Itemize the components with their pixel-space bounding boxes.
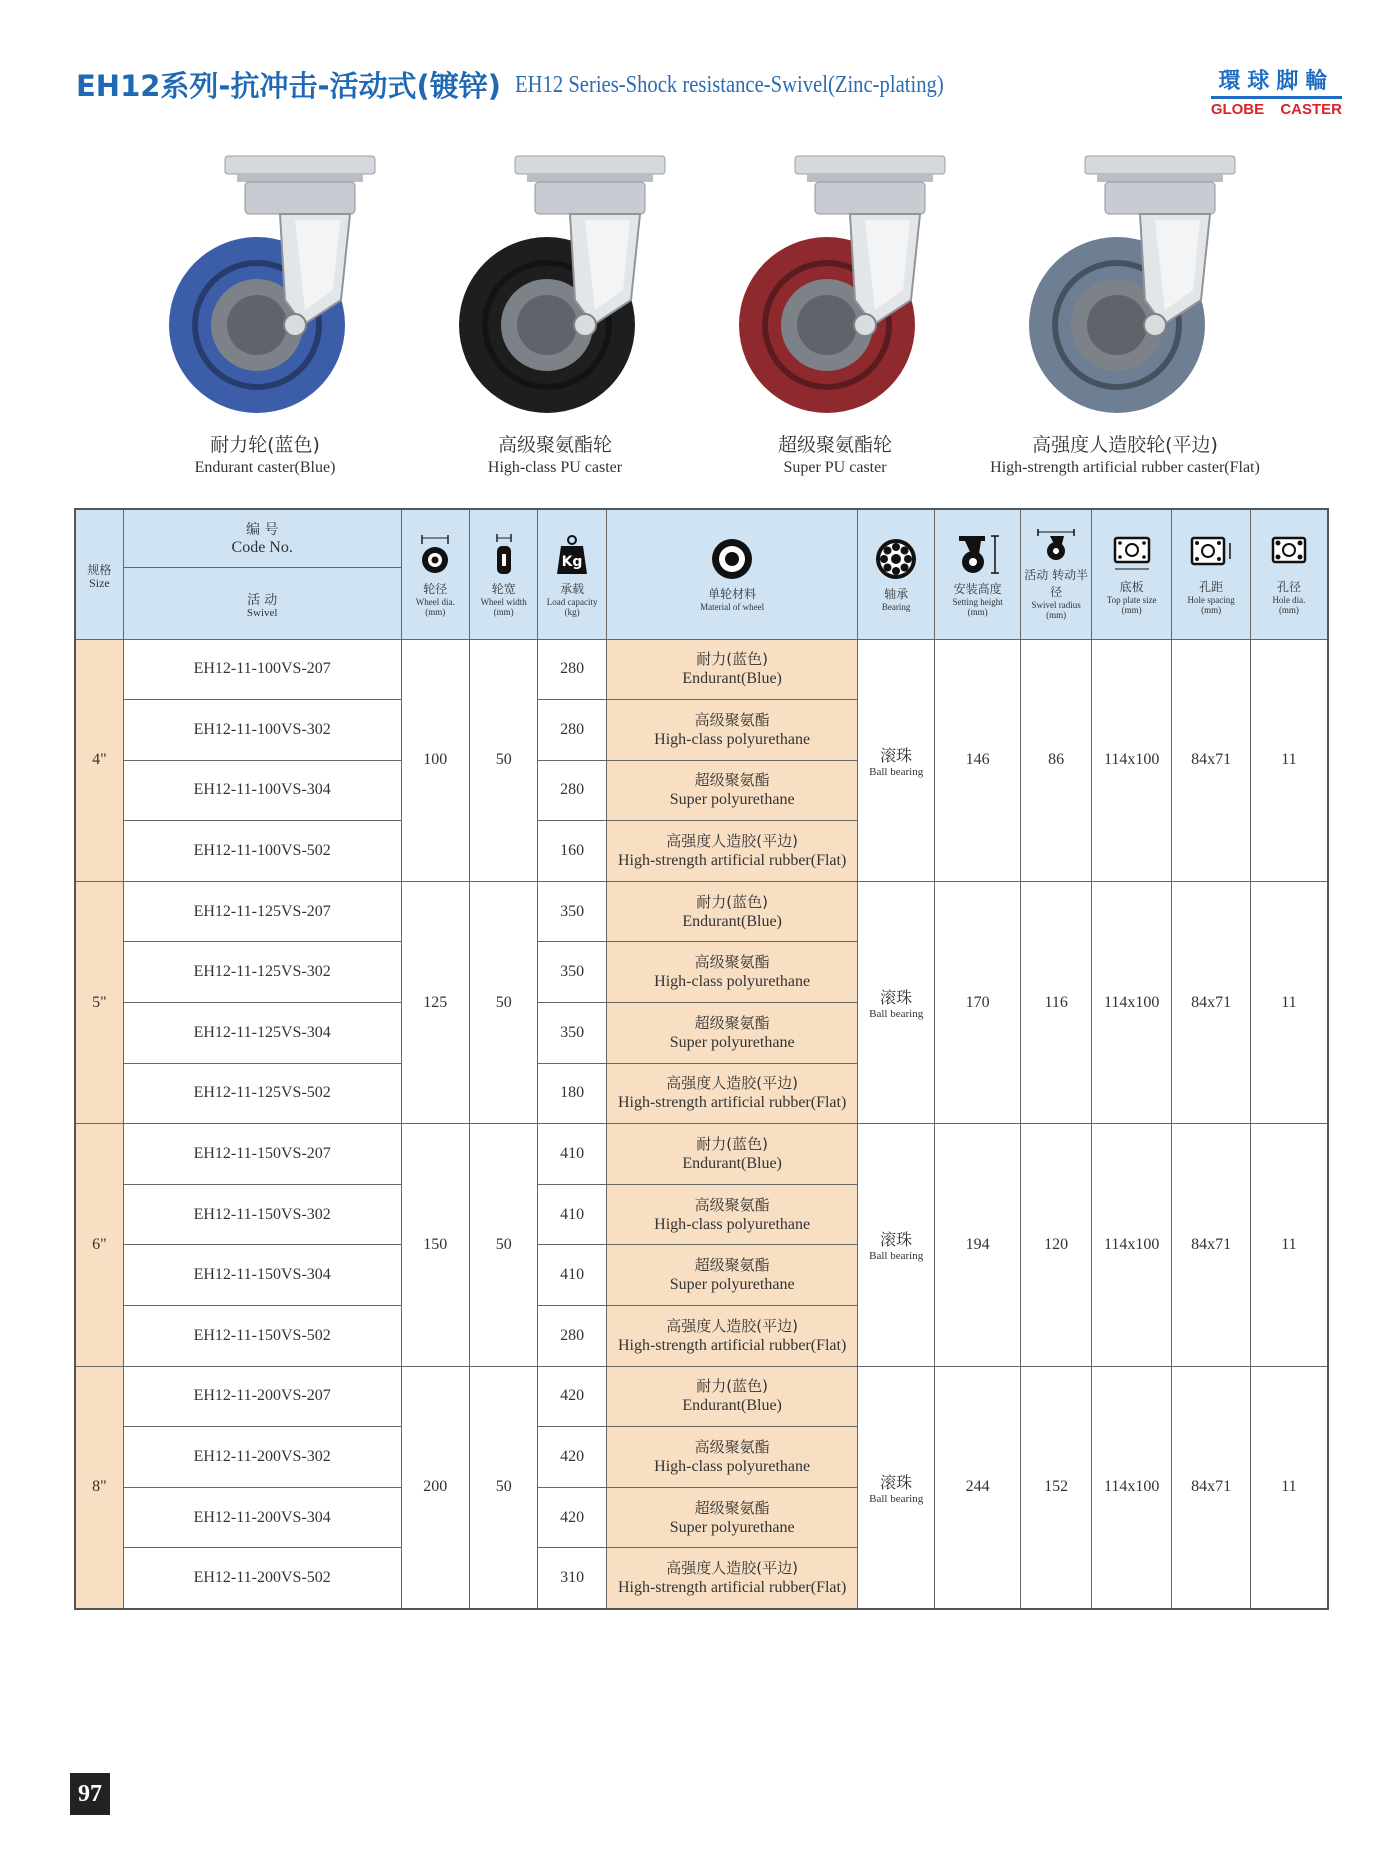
material-chinese: 高级聚氨酯 <box>694 953 770 972</box>
header-load: Kg 承载 Load capacity (kg) <box>538 509 606 639</box>
code-cell: EH12-11-100VS-502 <box>123 821 401 882</box>
material-chinese: 耐力(蓝色) <box>696 892 768 911</box>
material-cell <box>606 1063 858 1124</box>
load-cell: 410 <box>538 1124 606 1185</box>
hole-dia-cell: 11 <box>1250 639 1328 881</box>
top-plate-cell: 114x100 <box>1091 881 1172 1123</box>
code-cell: EH12-11-150VS-502 <box>123 1306 401 1367</box>
material-chinese: 超级聚氨酯 <box>694 771 770 790</box>
load-cell: 420 <box>538 1487 606 1548</box>
wheel-dia-cell: 200 <box>401 1366 469 1608</box>
header-code: 编 号 Code No. <box>123 509 401 567</box>
material-english: Super polyurethane <box>669 1518 795 1536</box>
wheel-width-icon <box>487 532 521 576</box>
product-card <box>115 150 415 477</box>
material-chinese: 耐力(蓝色) <box>696 1377 768 1396</box>
load-cell: 310 <box>538 1548 606 1609</box>
bearing-chinese: 滚珠 <box>880 1230 913 1250</box>
code-cell: EH12-11-200VS-502 <box>123 1548 401 1609</box>
swivel-caster-image <box>715 150 955 420</box>
material-english: High-strength artificial rubber(Flat) <box>617 1336 847 1354</box>
material-chinese: 超级聚氨酯 <box>694 1256 770 1275</box>
material-english: High-class polyurethane <box>654 1458 811 1476</box>
material-english: Super polyurethane <box>669 1276 795 1294</box>
product-card <box>975 150 1275 477</box>
material-chinese: 耐力(蓝色) <box>696 1135 768 1154</box>
header-swivel: 活 动 Swivel <box>123 567 401 639</box>
wheel-diameter-icon <box>418 532 452 576</box>
swivel-radius-cell: 152 <box>1021 1366 1091 1608</box>
table-row <box>75 1366 1328 1427</box>
code-cell: EH12-11-150VS-302 <box>123 1184 401 1245</box>
spec-table-body <box>75 639 1328 1609</box>
material-english: High-strength artificial rubber(Flat) <box>617 1578 847 1596</box>
header-hole-dia: 孔径 Hole dia. (mm) <box>1250 509 1328 639</box>
swivel-caster-image <box>1005 150 1245 420</box>
table-row <box>75 881 1328 942</box>
load-cell: 410 <box>538 1184 606 1245</box>
code-cell: EH12-11-100VS-207 <box>123 639 401 700</box>
setting-height-icon <box>953 532 1003 576</box>
material-chinese: 高强度人造胶(平边) <box>666 1316 798 1335</box>
product-caption-english: Endurant caster(Blue) <box>194 459 336 476</box>
load-cell: 350 <box>538 942 606 1003</box>
material-english: Endurant(Blue) <box>682 1155 782 1173</box>
top-plate-cell: 114x100 <box>1091 639 1172 881</box>
product-caption-chinese: 耐力轮(蓝色) <box>210 434 320 456</box>
hole-dia-cell: 11 <box>1250 1124 1328 1366</box>
ball-bearing-icon <box>874 537 918 581</box>
material-cell <box>606 1487 858 1548</box>
wheel-width-cell: 50 <box>469 1366 537 1608</box>
wheel-dia-cell: 100 <box>401 639 469 881</box>
material-cell <box>606 1184 858 1245</box>
material-cell <box>606 942 858 1003</box>
top-plate-cell: 114x100 <box>1091 1124 1172 1366</box>
code-cell: EH12-11-125VS-304 <box>123 1003 401 1064</box>
load-cell: 280 <box>538 760 606 821</box>
code-cell: EH12-11-125VS-207 <box>123 881 401 942</box>
material-chinese: 超级聚氨酯 <box>694 1013 770 1032</box>
code-cell: EH12-11-200VS-207 <box>123 1366 401 1427</box>
material-chinese: 超级聚氨酯 <box>694 1498 770 1517</box>
bearing-chinese: 滚珠 <box>880 988 913 1008</box>
bearing-chinese: 滚珠 <box>880 1472 913 1492</box>
hole-spacing-cell: 84x71 <box>1172 639 1251 881</box>
page-title-chinese: EH12系列-抗冲击-活动式(镀锌) <box>76 69 502 103</box>
material-cell <box>606 821 858 882</box>
material-english: High-class polyurethane <box>654 1215 811 1233</box>
wheel-dia-cell: 150 <box>401 1124 469 1366</box>
size-cell: 8" <box>75 1366 123 1608</box>
material-cell <box>606 881 858 942</box>
code-cell: EH12-11-150VS-304 <box>123 1245 401 1306</box>
size-cell: 4" <box>75 639 123 881</box>
code-cell: EH12-11-100VS-302 <box>123 700 401 761</box>
header-wheel-dia: 轮径 Wheel dia. (mm) <box>401 509 469 639</box>
table-row <box>75 639 1328 700</box>
material-cell <box>606 1306 858 1367</box>
product-caption-english: High-strength artificial rubber caster(Flat) <box>990 459 1260 476</box>
spec-table <box>74 508 1329 1610</box>
header-setting-height: 安装高度 Setting height (mm) <box>934 509 1021 639</box>
top-plate-icon <box>1107 534 1157 574</box>
material-english: Endurant(Blue) <box>682 1397 782 1415</box>
header-bearing: 轴承 Bearing <box>858 509 934 639</box>
material-english: High-class polyurethane <box>654 730 811 748</box>
bearing-cell <box>858 1124 934 1366</box>
brand-name-english: GLOBE CASTER <box>1210 101 1342 118</box>
swivel-caster-image <box>145 150 385 420</box>
wheel-dia-cell: 125 <box>401 881 469 1123</box>
weight-kg-icon <box>555 532 589 576</box>
product-card <box>405 150 705 477</box>
code-cell: EH12-11-150VS-207 <box>123 1124 401 1185</box>
size-cell: 5" <box>75 881 123 1123</box>
load-cell: 420 <box>538 1427 606 1488</box>
material-chinese: 高级聚氨酯 <box>694 710 770 729</box>
product-card <box>685 150 985 477</box>
header-top-plate: 底板 Top plate size (mm) <box>1091 509 1172 639</box>
wheel-width-cell: 50 <box>469 1124 537 1366</box>
material-cell <box>606 1245 858 1306</box>
material-chinese: 高强度人造胶(平边) <box>666 1558 798 1577</box>
bearing-english: Ball bearing <box>869 1492 924 1505</box>
wheel-width-cell: 50 <box>469 639 537 881</box>
bearing-cell <box>858 639 934 881</box>
product-caption-chinese: 高级聚氨酯轮 <box>497 434 612 456</box>
material-cell <box>606 1366 858 1427</box>
setting-height-cell: 146 <box>934 639 1021 881</box>
material-cell <box>606 639 858 700</box>
svg-text:Kg: Kg <box>561 553 583 570</box>
swivel-radius-cell: 120 <box>1021 1124 1091 1366</box>
header-material: 单轮材料 Material of wheel <box>606 509 858 639</box>
material-chinese: 高级聚氨酯 <box>694 1438 770 1457</box>
bearing-cell <box>858 1366 934 1608</box>
table-row <box>75 1124 1328 1185</box>
product-caption-english: High-class PU caster <box>487 459 623 476</box>
material-chinese: 高级聚氨酯 <box>694 1195 770 1214</box>
wheel-width-cell: 50 <box>469 881 537 1123</box>
setting-height-cell: 244 <box>934 1366 1021 1608</box>
code-cell: EH12-11-200VS-304 <box>123 1487 401 1548</box>
code-cell: EH12-11-100VS-304 <box>123 760 401 821</box>
material-english: Super polyurethane <box>669 791 795 809</box>
material-english: High-strength artificial rubber(Flat) <box>617 852 847 870</box>
bearing-cell <box>858 881 934 1123</box>
page-number: 97 <box>70 1773 110 1815</box>
material-cell <box>606 1427 858 1488</box>
header-hole-spacing: 孔距 Hole spacing (mm) <box>1172 509 1251 639</box>
hole-spacing-cell: 84x71 <box>1172 1366 1251 1608</box>
material-cell <box>606 1124 858 1185</box>
load-cell: 420 <box>538 1366 606 1427</box>
swivel-caster-image <box>435 150 675 420</box>
bearing-english: Ball bearing <box>869 1250 924 1263</box>
load-cell: 410 <box>538 1245 606 1306</box>
code-cell: EH12-11-200VS-302 <box>123 1427 401 1488</box>
material-cell <box>606 1003 858 1064</box>
material-english: Endurant(Blue) <box>682 912 782 930</box>
code-cell: EH12-11-125VS-502 <box>123 1063 401 1124</box>
material-english: High-strength artificial rubber(Flat) <box>617 1094 847 1112</box>
load-cell: 350 <box>538 1003 606 1064</box>
load-cell: 280 <box>538 700 606 761</box>
material-cell <box>606 760 858 821</box>
size-cell: 6" <box>75 1124 123 1366</box>
material-chinese: 高强度人造胶(平边) <box>666 1074 798 1093</box>
hole-spacing-icon <box>1186 534 1236 574</box>
material-chinese: 高强度人造胶(平边) <box>666 832 798 851</box>
header-size: 规格 Size <box>75 509 123 639</box>
load-cell: 160 <box>538 821 606 882</box>
load-cell: 180 <box>538 1063 606 1124</box>
wheel-material-icon <box>710 537 754 581</box>
swivel-radius-cell: 86 <box>1021 639 1091 881</box>
bearing-english: Ball bearing <box>869 1008 924 1021</box>
bearing-chinese: 滚珠 <box>880 745 913 765</box>
hole-dia-cell: 11 <box>1250 1366 1328 1608</box>
header-swivel-radius: 活动 转动半径 Swivel radius (mm) <box>1021 509 1091 639</box>
material-english: High-class polyurethane <box>654 973 811 991</box>
material-english: Super polyurethane <box>669 1033 795 1051</box>
load-cell: 350 <box>538 881 606 942</box>
swivel-radius-cell: 116 <box>1021 881 1091 1123</box>
load-cell: 280 <box>538 639 606 700</box>
swivel-radius-icon <box>1034 528 1078 562</box>
hole-diameter-icon <box>1267 534 1311 574</box>
top-plate-cell: 114x100 <box>1091 1366 1172 1608</box>
header-wheel-width: 轮宽 Wheel width (mm) <box>469 509 537 639</box>
load-cell: 280 <box>538 1306 606 1367</box>
hole-spacing-cell: 84x71 <box>1172 881 1251 1123</box>
brand-logo <box>1211 64 1342 118</box>
page-title-english: EH12 Series-Shock resistance-Swivel(Zinc-plating) <box>515 72 944 98</box>
brand-name-chinese: 環球脚輪 <box>1211 64 1342 99</box>
hole-spacing-cell: 84x71 <box>1172 1124 1251 1366</box>
material-cell <box>606 700 858 761</box>
hole-dia-cell: 11 <box>1250 881 1328 1123</box>
setting-height-cell: 194 <box>934 1124 1021 1366</box>
product-caption-chinese: 高强度人造胶轮(平边) <box>1032 434 1218 456</box>
code-cell: EH12-11-125VS-302 <box>123 942 401 1003</box>
setting-height-cell: 170 <box>934 881 1021 1123</box>
bearing-english: Ball bearing <box>869 765 924 778</box>
material-chinese: 耐力(蓝色) <box>696 650 768 669</box>
product-caption-english: Super PU caster <box>783 459 887 476</box>
material-cell <box>606 1548 858 1609</box>
product-caption-chinese: 超级聚氨酯轮 <box>777 434 892 456</box>
material-english: Endurant(Blue) <box>682 670 782 688</box>
